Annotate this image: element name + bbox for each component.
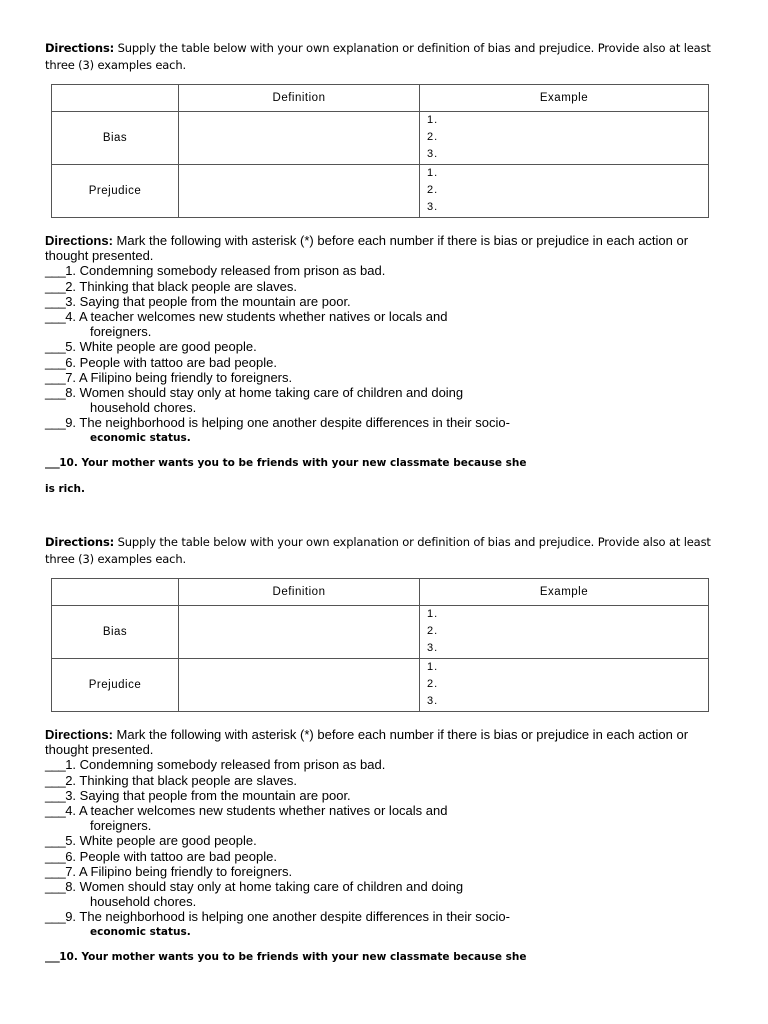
list-item	[45, 879, 725, 894]
table-directions-text: Supply the table below with your own explanation or definition of bias and prejudice. Provide also at least three (3) examples each.	[45, 535, 711, 566]
example-number: 1.	[427, 167, 439, 179]
item-text: 8. Women should stay only at home taking care of children and doing	[65, 385, 464, 401]
answer-blank[interactable]: ___	[45, 787, 66, 803]
list-item	[45, 279, 725, 294]
item-text: 3. Saying that people from the mountain are poor.	[65, 787, 351, 803]
answer-blank[interactable]: ___	[45, 415, 66, 431]
item-text: 6. People with tattoo are bad people.	[65, 354, 277, 370]
item-continuation: is rich.	[45, 483, 85, 495]
directions-label: Directions:	[45, 41, 115, 55]
list-item	[45, 309, 725, 324]
example-number: 3.	[427, 148, 439, 160]
list-item	[45, 415, 725, 430]
item-text: 7. A Filipino being friendly to foreigners.	[65, 863, 293, 879]
list-item	[45, 788, 725, 803]
item-text: 4. A teacher welcomes new students whether natives or locals and	[65, 309, 448, 325]
item-continuation: household chores.	[90, 894, 197, 910]
row-label-prejudice: Prejudice	[52, 165, 179, 218]
answer-blank[interactable]: ___	[45, 354, 66, 370]
answer-blank[interactable]: ___	[45, 278, 66, 294]
item-continuation: household chores.	[90, 400, 197, 416]
list-item	[45, 370, 725, 385]
item-continuation: economic status.	[90, 431, 191, 444]
row-label-bias: Bias	[52, 606, 179, 659]
answer-blank[interactable]: ___	[45, 909, 66, 925]
marking-directions	[45, 233, 725, 446]
answer-blank[interactable]: ___	[45, 879, 66, 895]
bias-prejudice-table	[51, 84, 709, 218]
item-text: 10. Your mother wants you to be friends with your new classmate because she	[59, 951, 527, 963]
bias-definition-cell[interactable]	[179, 606, 420, 659]
table-directions-text: Supply the table below with your own explanation or definition of bias and prejudice. Provide also at least three (3) examples each.	[45, 41, 711, 72]
item-text: 7. A Filipino being friendly to foreigners.	[65, 369, 293, 385]
answer-blank[interactable]: ___	[45, 772, 66, 788]
marking-directions-heading	[45, 233, 725, 263]
header-blank	[52, 579, 179, 606]
list-item-10	[45, 456, 725, 471]
example-number: 2.	[427, 625, 439, 637]
item-text: 4. A teacher welcomes new students whether natives or locals and	[65, 803, 448, 819]
item-text: 1. Condemning somebody released from prison as bad.	[65, 757, 386, 773]
list-item	[45, 909, 725, 924]
list-item	[45, 773, 725, 788]
list-item	[45, 833, 725, 848]
bias-example-cell[interactable]	[420, 112, 709, 165]
item-text: 5. White people are good people.	[65, 833, 257, 849]
worksheet-copy-2	[45, 534, 725, 963]
answer-blank[interactable]: ___	[45, 263, 66, 279]
item-text: 9. The neighborhood is helping one another despite differences in their socio-	[65, 909, 510, 925]
answer-blank[interactable]: ___	[45, 339, 66, 355]
item-text: 3. Saying that people from the mountain are poor.	[65, 293, 351, 309]
list-item	[45, 339, 725, 354]
row-label-bias: Bias	[52, 112, 179, 165]
item-text: 2. Thinking that black people are slaves.	[65, 772, 297, 788]
marking-directions	[45, 727, 725, 940]
answer-blank[interactable]: ___	[45, 293, 66, 309]
example-number: 3.	[427, 642, 439, 654]
prejudice-definition-cell[interactable]	[179, 165, 420, 218]
marking-directions-text: Mark the following with asterisk (*) before each number if there is bias or prejudice in each action or thought presented.	[45, 233, 689, 264]
marking-directions-text: Mark the following with asterisk (*) before each number if there is bias or prejudice in each action or thought presented.	[45, 727, 689, 758]
answer-blank[interactable]: ___	[45, 757, 66, 773]
example-number: 1.	[427, 661, 439, 673]
marking-directions-heading	[45, 727, 725, 757]
header-blank	[52, 85, 179, 112]
answer-blank[interactable]: ___	[45, 863, 66, 879]
item-text: 9. The neighborhood is helping one another despite differences in their socio-	[65, 415, 510, 431]
header-example: Example	[420, 85, 709, 112]
answer-blank[interactable]: ___	[45, 803, 66, 819]
example-number: 2.	[427, 184, 439, 196]
item-continuation: economic status.	[90, 925, 191, 938]
prejudice-definition-cell[interactable]	[179, 659, 420, 712]
item-text: 5. White people are good people.	[65, 339, 257, 355]
header-definition: Definition	[179, 85, 420, 112]
bias-prejudice-table	[51, 578, 709, 712]
answer-blank[interactable]: ___	[45, 833, 66, 849]
header-example: Example	[420, 579, 709, 606]
list-item	[45, 864, 725, 879]
example-number: 1.	[427, 608, 439, 620]
bias-definition-cell[interactable]	[179, 112, 420, 165]
directions-label: Directions:	[45, 535, 115, 549]
item-continuation: foreigners.	[90, 818, 152, 834]
item-text: 1. Condemning somebody released from prison as bad.	[65, 263, 386, 279]
list-item	[45, 849, 725, 864]
item-text: 8. Women should stay only at home taking care of children and doing	[65, 879, 464, 895]
item-continuation: foreigners.	[90, 324, 152, 340]
directions-label: Directions:	[45, 233, 113, 248]
item-text: 2. Thinking that black people are slaves.	[65, 278, 297, 294]
answer-blank[interactable]: ___	[45, 848, 66, 864]
list-item	[45, 263, 725, 278]
list-item	[45, 294, 725, 309]
table-directions	[45, 40, 725, 74]
example-number: 2.	[427, 678, 439, 690]
header-definition: Definition	[179, 579, 420, 606]
example-number: 3.	[427, 201, 439, 213]
example-number: 3.	[427, 695, 439, 707]
list-item	[45, 803, 725, 818]
list-item-10	[45, 950, 725, 965]
answer-blank[interactable]: ___	[45, 951, 60, 963]
item-text: 10. Your mother wants you to be friends with your new classmate because she	[59, 457, 527, 469]
answer-blank[interactable]: ___	[45, 385, 66, 401]
prejudice-example-cell[interactable]	[420, 659, 709, 712]
row-label-prejudice: Prejudice	[52, 659, 179, 712]
list-item	[45, 757, 725, 772]
answer-blank[interactable]: ___	[45, 457, 60, 469]
table-directions	[45, 534, 725, 568]
example-number: 2.	[427, 131, 439, 143]
list-item	[45, 355, 725, 370]
worksheet-copy-1	[45, 40, 725, 495]
bias-example-cell[interactable]	[420, 606, 709, 659]
example-number: 1.	[427, 114, 439, 126]
directions-label: Directions:	[45, 727, 113, 742]
item-text: 6. People with tattoo are bad people.	[65, 848, 277, 864]
answer-blank[interactable]: ___	[45, 309, 66, 325]
list-item	[45, 385, 725, 400]
prejudice-example-cell[interactable]	[420, 165, 709, 218]
answer-blank[interactable]: ___	[45, 369, 66, 385]
